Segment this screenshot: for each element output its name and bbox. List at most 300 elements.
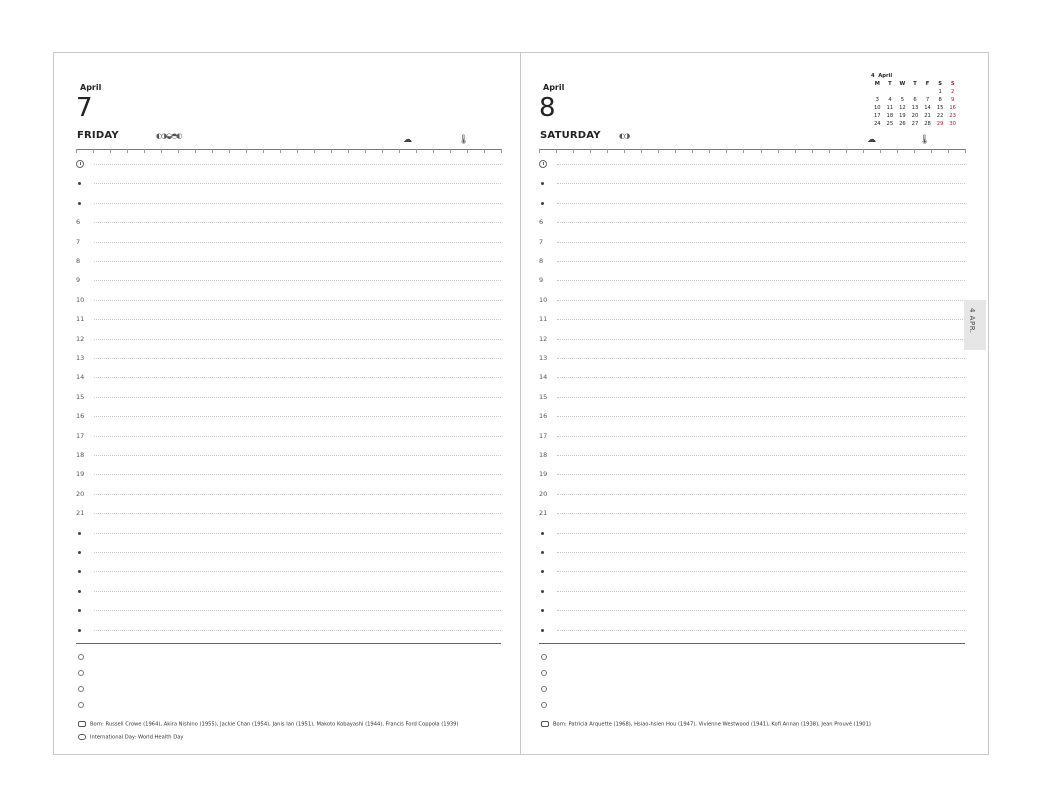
hour-row[interactable] [539,367,965,386]
dotted-line [94,203,501,204]
header-tick [331,149,332,153]
dotted-line [557,552,965,553]
hour-label: 19 [76,470,85,479]
hour-label [539,626,553,634]
dotted-line [557,571,965,572]
hour-row[interactable] [539,193,965,212]
hour-row[interactable] [76,348,501,367]
bullet-icon [78,202,81,205]
dotted-line [557,494,965,495]
day-number: 8 [539,93,556,123]
dotted-line [94,377,501,378]
header-tick [365,149,366,153]
header-tick [348,149,349,153]
checkbox[interactable] [78,686,84,692]
hour-row[interactable] [76,251,501,270]
birthdays-note [541,721,871,728]
checkbox[interactable] [541,702,547,708]
hour-row[interactable] [539,561,965,580]
month-label: April [543,83,565,92]
hour-label: 6 [539,218,544,227]
calendar-day[interactable]: 20 [911,113,919,119]
hour-label: 12 [76,334,85,343]
calendar-day[interactable]: 15 [936,105,944,111]
weekday-label: S [938,81,942,87]
hour-label [76,606,90,614]
hour-label: 16 [76,412,85,421]
calendar-day[interactable]: 5 [900,97,905,103]
week-row [871,104,959,112]
hour-row[interactable] [76,270,501,289]
day-number: 7 [76,93,93,123]
event-note [78,734,183,741]
bullet-icon [541,629,544,632]
speech-bubble-icon [78,734,86,740]
hour-label: 20 [76,489,85,498]
dotted-line [557,436,965,437]
bullet-icon [541,182,544,185]
hour-row[interactable] [76,193,501,212]
hour-label: 16 [539,412,548,421]
hour-label [76,199,90,207]
hour-label [539,548,553,556]
hour-row[interactable] [539,173,965,192]
hour-label: 17 [539,431,548,440]
header-tick [556,149,557,153]
hour-row[interactable] [539,232,965,251]
dotted-line [94,183,501,184]
right-page [521,53,990,754]
dotted-line [94,513,501,514]
hour-row[interactable] [76,484,501,503]
bullet-icon [78,532,81,535]
hour-label: 21 [539,509,548,518]
header-tick [726,149,727,153]
calendar-day[interactable]: 21 [924,113,931,119]
hour-label [539,199,553,207]
hour-row[interactable] [76,464,501,483]
calendar-day [909,88,922,96]
day-name: SATURDAY [540,130,601,141]
hour-row[interactable] [539,212,965,231]
dotted-line [557,358,965,359]
hour-row[interactable] [539,542,965,561]
header-tick [863,149,864,153]
header-tick [692,149,693,153]
calendar-day[interactable]: 12 [899,105,906,111]
hour-row[interactable] [539,484,965,503]
thermometer-icon: 🌡 [919,135,931,145]
header-tick [590,149,591,153]
cloud-sun-icon: ☁ [403,135,412,145]
hour-row[interactable] [76,542,501,561]
calendar-day[interactable]: 17 [873,113,881,119]
hour-label [539,179,553,187]
hour-label: 13 [539,354,548,362]
header-rule [76,149,501,150]
hour-label: 7 [539,237,544,246]
header-tick [144,149,145,153]
hour-row[interactable] [539,387,965,406]
week-row [871,112,959,120]
header-tick [450,149,451,153]
header-tick [658,149,659,153]
event-text: International Day: World Health Day [90,734,184,741]
header-tick [467,149,468,153]
dotted-line [557,610,965,611]
bullet-icon [78,609,81,612]
thermometer-icon: 🌡 [458,135,470,145]
hour-row[interactable] [76,503,501,522]
birthdays-text: Born: Patricia Arquette (1968), Hsiao-hsien Hou (1947), Vivienne Westwood (1941), Kofi Annan (1938), Jean Prouvé (1901) [553,721,871,728]
hour-label: 8 [539,257,544,265]
dotted-line [557,164,965,165]
dotted-line [557,397,965,398]
bullet-icon [541,532,544,535]
hour-label: 14 [76,373,85,382]
dotted-line [557,319,965,320]
dotted-line [557,591,965,592]
bullet-icon [78,590,81,593]
header-tick [573,149,574,153]
hour-row[interactable] [76,309,501,328]
hour-label [539,606,553,614]
dotted-line [94,300,501,301]
hour-row[interactable] [76,232,501,251]
calendar-day[interactable]: 14 [924,105,931,111]
dotted-line [94,455,501,456]
weekday-label: W [899,81,906,87]
hour-row[interactable] [539,503,965,522]
calendar-day[interactable]: 24 [873,121,881,127]
dotted-line [557,533,965,534]
hour-label: 15 [76,392,85,401]
dotted-line [557,455,965,456]
header-tick [743,149,744,153]
header-tick [382,149,383,153]
hour-label: 14 [539,373,548,382]
dotted-line [94,630,501,631]
dotted-line [557,222,965,223]
hour-row[interactable] [539,251,965,270]
calendar-day[interactable]: 8 [938,97,942,103]
header-tick [812,149,813,153]
hour-row[interactable] [539,600,965,619]
day-name: FRIDAY [77,130,119,141]
calendar-day[interactable]: 7 [925,97,930,103]
hour-row[interactable] [539,309,965,328]
hour-label [539,567,553,575]
birthdays-note [78,721,459,728]
hour-label [76,160,90,170]
bullet-icon [78,182,81,185]
month-index-tab[interactable] [964,300,986,350]
hour-label: 20 [539,489,548,498]
hour-row[interactable] [76,154,501,173]
hour-row[interactable] [76,212,501,231]
weekday-label: F [925,81,930,87]
header-tick [212,149,213,153]
moon-phase-icon: ◐◑ [619,132,630,140]
hour-row[interactable] [539,581,965,600]
moon-phase-icon: ◐◑◒◓◐ [156,132,182,140]
header-tick [795,149,796,153]
dotted-line [557,203,965,204]
dotted-line [94,280,501,281]
calendar-day[interactable]: 27 [911,121,919,127]
header-tick [880,149,881,153]
dotted-line [557,339,965,340]
hour-label: 7 [76,237,81,246]
calendar-day [896,88,909,96]
bullet-icon [541,609,544,612]
hour-label: 17 [76,431,85,440]
dotted-line [94,494,501,495]
hour-label: 18 [76,451,85,459]
header-tick [914,149,915,153]
hour-label: 21 [76,509,85,518]
header-tick [846,149,847,153]
header-tick [829,149,830,153]
dotted-line [94,416,501,417]
calendar-day[interactable]: 11 [886,105,894,111]
calendar-day[interactable]: 25 [886,121,894,127]
hour-row[interactable] [76,523,501,542]
checkbox[interactable] [541,670,547,676]
header-tick [195,149,196,153]
hour-label [76,529,90,537]
weekday-label: T [888,81,892,87]
hour-label: 8 [76,257,81,265]
dotted-line [557,261,965,262]
dotted-line [557,416,965,417]
hour-label: 11 [539,315,548,324]
dotted-line [94,436,501,437]
hour-row[interactable] [76,561,501,580]
header-tick [280,149,281,153]
header-tick [433,149,434,153]
calendar-day[interactable]: 10 [873,105,881,111]
hour-row[interactable] [539,620,965,639]
calendar-day[interactable]: 16 [949,105,956,111]
mini-calendar-title: 4 April [871,73,893,79]
hour-row[interactable] [76,387,501,406]
checkbox[interactable] [78,702,84,708]
header-tick [93,149,94,153]
header-tick [624,149,625,153]
hour-row[interactable] [76,406,501,425]
dotted-line [94,571,501,572]
dotted-line [94,474,501,475]
dotted-line [94,552,501,553]
hour-row[interactable] [76,173,501,192]
header-tick [709,149,710,153]
dotted-line [557,377,965,378]
calendar-day[interactable]: 30 [949,121,956,127]
dotted-line [94,222,501,223]
calendar-day[interactable]: 4 [888,97,892,103]
hour-row[interactable] [539,426,965,445]
calendar-day [884,88,897,96]
hour-row[interactable] [76,600,501,619]
hour-label: 10 [76,295,85,304]
hour-label [76,626,90,634]
hour-label [539,587,553,595]
dotted-line [94,610,501,611]
hour-label: 13 [76,354,85,362]
header-tick [931,149,932,153]
bottom-rule [539,643,965,644]
dotted-line [557,183,965,184]
header-tick [399,149,400,153]
bullet-icon [541,570,544,573]
header-tick [641,149,642,153]
calendar-day [871,88,884,96]
hour-label: 11 [76,315,85,324]
hour-row[interactable] [539,464,965,483]
planner-spread [53,52,989,755]
header-tick [297,149,298,153]
header-tick [314,149,315,153]
hour-row[interactable] [539,329,965,348]
hour-row[interactable] [76,620,501,639]
header-tick [178,149,179,153]
dotted-line [557,280,965,281]
header-tick [110,149,111,153]
hour-row[interactable] [539,348,965,367]
calendar-day[interactable]: 13 [911,105,919,111]
dotted-line [94,358,501,359]
hour-label: 18 [539,451,548,459]
hour-label: 19 [539,470,548,479]
week-row [871,96,959,104]
calendar-day[interactable]: 28 [924,121,931,127]
dotted-line [557,513,965,514]
header-tick [778,149,779,153]
birthdays-text: Born: Russell Crowe (1964), Akira Nishino (1955), Jackie Chan (1954), Janis Ian (1951), Makoto Kobayashi (1944), Francis Ford Coppola (1939) [90,721,459,728]
checkbox[interactable] [78,670,84,676]
mini-calendar-grid [871,80,959,128]
dotted-line [94,339,501,340]
calendar-day[interactable]: 23 [949,113,956,119]
header-tick [76,149,77,153]
header-tick [948,149,949,153]
calendar-day[interactable]: 3 [875,97,879,103]
calendar-day[interactable]: 29 [936,121,944,127]
calendar-day[interactable]: 26 [899,121,906,127]
clock-icon [76,160,84,168]
header-tick [897,149,898,153]
left-page [54,53,521,754]
header-tick [965,149,966,153]
dotted-line [557,242,965,243]
dotted-line [94,397,501,398]
hour-label: 9 [76,276,81,285]
calendar-day[interactable]: 19 [899,113,906,119]
checkbox[interactable] [541,686,547,692]
week-row [871,88,959,96]
header-tick [675,149,676,153]
cloud-sun-icon: ☁ [867,135,876,145]
clock-icon [539,160,547,168]
calendar-day[interactable]: 22 [936,113,944,119]
calendar-day[interactable]: 9 [951,97,955,103]
hour-row[interactable] [539,270,965,289]
hour-row[interactable] [539,154,965,173]
hour-label: 12 [539,334,548,343]
hour-label [539,160,553,170]
dotted-line [557,630,965,631]
dotted-line [94,261,501,262]
hour-label: 6 [76,218,81,227]
bullet-icon [78,570,81,573]
dotted-line [94,319,501,320]
cake-icon [541,721,549,727]
hour-row[interactable] [76,329,501,348]
hour-row[interactable] [76,426,501,445]
hour-grid[interactable] [76,154,501,639]
hour-row[interactable] [539,290,965,309]
dotted-line [94,533,501,534]
header-tick [161,149,162,153]
hour-row[interactable] [76,367,501,386]
header-tick [127,149,128,153]
checkbox[interactable] [78,654,84,660]
header-tick [501,149,502,153]
calendar-day[interactable]: 2 [951,89,955,95]
hour-row[interactable] [76,581,501,600]
hour-row[interactable] [539,523,965,542]
hour-label [76,567,90,575]
bullet-icon [78,629,81,632]
dotted-line [557,474,965,475]
hour-grid[interactable] [539,154,965,639]
hour-label: 9 [539,276,544,285]
header-tick [416,149,417,153]
hour-row[interactable] [539,406,965,425]
weekday-label: T [913,81,917,87]
bottom-rule [76,643,501,644]
cake-icon [78,721,86,727]
header-rule [539,149,965,150]
hour-row[interactable] [76,290,501,309]
week-row [871,120,959,128]
weekday-label: S [950,81,955,87]
header-tick [539,149,540,153]
weekday-row [871,80,959,88]
checkbox[interactable] [541,654,547,660]
calendar-day[interactable]: 18 [886,113,894,119]
hour-row[interactable] [539,445,965,464]
hour-row[interactable] [76,445,501,464]
header-tick [263,149,264,153]
bullet-icon [78,551,81,554]
month-label: April [80,83,102,92]
header-tick [761,149,762,153]
calendar-day[interactable]: 1 [938,89,942,95]
dotted-line [94,591,501,592]
hour-label: 15 [539,392,548,401]
calendar-day[interactable]: 6 [913,97,917,103]
dotted-line [94,164,501,165]
bullet-icon [541,551,544,554]
bullet-icon [541,590,544,593]
bullet-icon [541,202,544,205]
hour-label [76,548,90,556]
month-index-tab-label: 4 APR. [968,308,976,334]
dotted-line [557,300,965,301]
header-tick [607,149,608,153]
